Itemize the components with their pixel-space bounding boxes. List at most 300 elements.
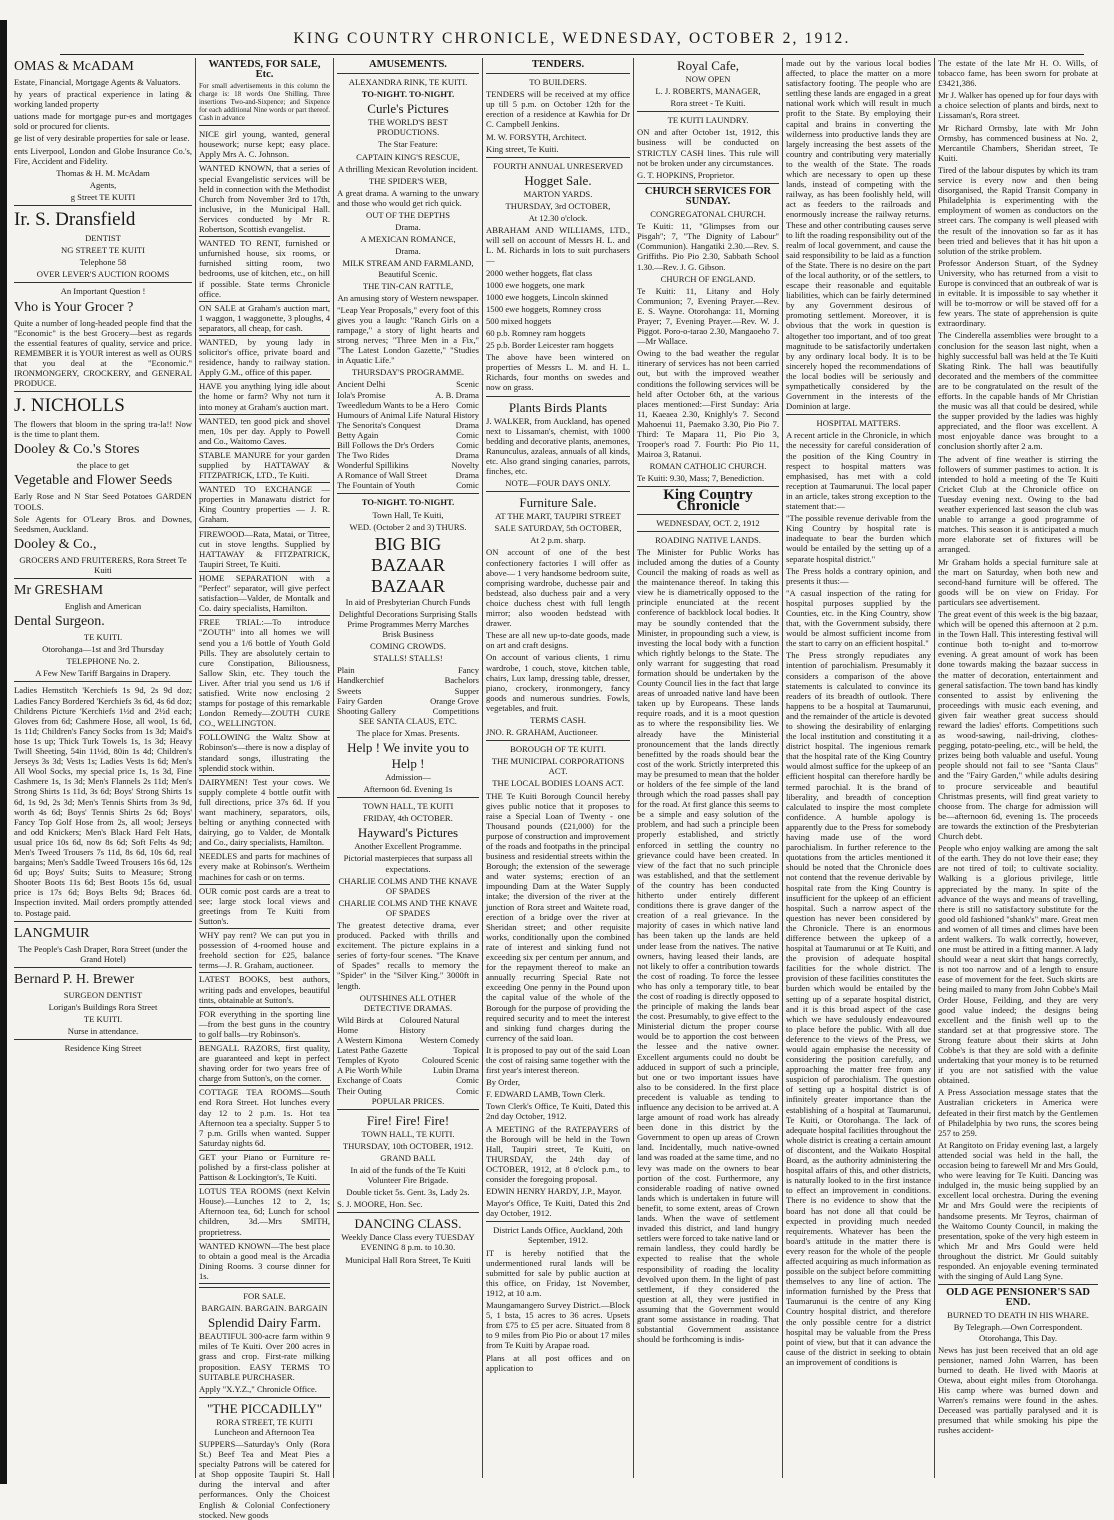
news-item: The advent of fine weather is stirring the followers of summer pastimes to action. It is intended to hold a meeting of the Te Kuiti Cricket Club at the Chronicle office on Tuesday evening next. Owing to the bad weather experienced last season the club was unable to arrange a good programme of matches. This season it is anticipated a much more elaborate set of fixtures will be arranged. [938,453,1098,555]
news-item: Mr Graham holds a special furniture sale at the mart on Saturday, when both new and second-hand furniture will be offered. The goods will be on view on Friday. For particulars see advertisement. [938,556,1098,607]
row-value: Coloured Natural History [399,1014,460,1035]
ad-line: Agents, [89,179,117,190]
admission-prices: Afternoon 6d. Evening 1s [363,784,453,795]
news-item: The Cinderella assemblies were brought to a conclusion for the season last night, when a highly successful ball was held at the Te Kuiti Skating Rink. The hall was beautifully decorated and the members of the committee are to be congratulated on the result of the efforts. In the capable hands of Mr Christian the music was all that could be desired, while the supper provided by the ladies was highly appreciated, and the floor was excellent. A most enjoyable dance was brought to a conclusion shortly after 2 a.m. [938,330,1098,452]
at-time: At 12.30 o'clock. [528,213,588,224]
catholic: ROMAN CATHOLIC CHURCH. [649,461,767,472]
town-hall-line: Town Hall, Te Kuiti, [372,509,444,520]
worlds-best: THE WORLD'S BEST PRODUCTIONS. [368,117,448,138]
column-hospital [786,58,931,1478]
farm-ad: BEAUTIFUL 300-acre farm within 9 miles of Te Kuiti. Over 200 acres in grass and crop. First-rate milking proposition. EASY TERMS TO SUITABLE PURCHASER. [199,1331,330,1382]
presbyterian: In aid of Presbyterian Church Funds [345,596,471,607]
list-item: 1000 ewe hoggets, one mark [486,279,585,290]
row-value: Lubin Drama [432,1065,479,1076]
table-row [337,1075,479,1085]
now-open: NOW OPEN [685,74,731,84]
ad-line: Thomas & H. M. McAdam [56,167,150,178]
classified-ad: NEEDLES and parts for machines of every make at Robinson's. Wertheim machines for cash or on terms. [199,851,330,882]
piccadilly-subtitle: RORA STREET, TE KUITI Luncheon and Afternoon Tea [214,1416,315,1437]
furniture-sale: Furniture Sale. [519,495,597,511]
telegraph-line: By Telegraph.—Own Correspondent. Otorohanga, This Day. [953,1322,1083,1343]
fourth-annual: FOURTH ANNUAL UNRESERVED [493,160,623,171]
row-label: Their Outing [337,1085,382,1096]
hogget-sale: Hogget Sale. [524,172,592,188]
manager: L. J. ROBERTS, MANAGER, [655,86,761,97]
services-text: Owing to the bad weather the regular itinerary of services has not been carried out, but with the improved weather conditions the following services will be held after October 6th, at the various places mentioned:—First Sunday: Aria 11, Kaeaea 2.30, Knighly's 7. Second Mahoenui 11, Paemako 3.30, Pio Pio 7. Third: Te Mapara 11, Pio Pio 3, Trooper's road 7. Fourth: Pio Pio 11, Mairoa 3, Ratanui. [637,348,779,460]
hospital-text: A recent article in the Chronicle, in which the necessity for careful consideration of the position of the King Country in respect to hospital matters was emphasised, has met with a cold reception at Taumarunui. The local paper in an article, takes strong exception to the statement that:— [786,430,931,512]
ad-line: J. NICHOLLS [14,395,125,417]
meeting-text: A MEETING of the RATEPAYERS of the Borough will be held in the Town Hall, Taupiri street, Te Kuiti, on THURSDAY, the 24th day of OCTOBER, 1912, at 8 o'clock p.m., to consider the foregoing proposal. [486,1123,630,1184]
xmas-presents: The place for Xmas. Presents. [356,727,460,738]
tonight-line: TO-NIGHT. TO-NIGHT. [361,89,455,100]
rink-title: ALEXANDRA RINK, TE KUITI. [348,77,468,88]
news-item: The estate of the late Mr H. O. Wills, of tobacco fame, has been sworn for probate at £3421,386. [938,58,1098,89]
row-value: Drama [455,450,479,461]
walker-text: J. WALKER, from Auckland, has opened next to Lissaman's, chemist, with 1000 bedding and decorative plants, anemones, Ranunculus, azaleas, annuals of all kinds, etc. Also grand singing canaries, parrots, finches, etc. [486,415,630,476]
row-value: Bachelors [444,675,479,686]
table-row [337,390,479,400]
furniture-text: ON account of one of the best confectionery factories I will offer as above— 1 very handsome bedroom suite, comprising wardrobe, duchesse pair and bedstead, also duchess pair and a very choice duchess chest with full length mirror; also wooden bedstead with drawer. [486,547,630,629]
news-item: A Press Association message states that the Australian cricketers in America were defeated in their first match by the Gentlemen of Philadelphia by two runs, the scores being 257 to 259. [938,1087,1098,1138]
municipal-act: THE MUNICIPAL CORPORATIONS ACT. [491,756,625,777]
column-rule [333,58,334,1478]
at-2: At 2 p.m. sharp. [530,535,586,546]
row-label: The Senorita's Conquest [337,419,421,430]
curles-pictures: Curle's Pictures [367,101,449,117]
ad-line: ents Liverpool, London and Globe Insurance Co.'s, Fire, Accident and Fidelity. [14,145,192,166]
quote-1: "The possible revenue derivable from the King Country by hospital rate is inadequate to bear the burden which would be entailed by the setting up of a separate hospital district." [786,513,931,564]
ad-line: An Important Question ! [60,286,146,297]
wintered: The above have been wintered on properties of Messrs L. M. and H. L. Richards, four months on swedes and now on grass. [486,352,630,393]
section-title: TENDERS. [531,59,585,70]
film-listings [337,210,479,303]
table-row [337,1086,479,1096]
row-value: Supper [454,685,479,696]
plans: Plans at all post offices and on application to [486,1352,630,1373]
forsyth: M. W. FORSYTH, Architect. [486,131,587,142]
district-lands: District Lands Office, Auckland, 20th September, 1912. [493,1225,623,1246]
church-services: CHURCH SERVICES FOR SUNDAY. [644,185,772,207]
ad-line: hy years of practical experience in lating & working landed property [14,89,192,110]
ad-line: Estate, Financial, Mortgage Agents & Valuators. [14,77,181,87]
thursday-3rd: THURSDAY, 3rd OCTOBER, [505,200,611,211]
charlie-2: CHARLIE COLMS AND THE KNAVE OF SPADES [338,897,478,918]
admission-label: Admission— [385,771,431,782]
bazaar-heading: BAZAAR BAZAAR [370,554,445,596]
list-item: A MEXICAN ROMANCE, [360,234,456,245]
ad-line: Sole Agents for O'Leary Bros. and Downes, Seedsmen, Auckland. [14,513,192,534]
row-label: Ancient Delhi [337,379,386,390]
news-item: Professor Anderson Stuart, of the Sydney University, who has returned from a visit to Europe is convinced that an outbreak of war is in evitable. It is impossible to say whether it will be to-morrow or will be staved off for a few years. The state of apprehension is quite extraordinary. [938,257,1098,329]
masthead: KING COUNTRY CHRONICLE, WEDNESDAY, OCTOBER 2, 1912. [60,28,1084,55]
ad-line: Vho is Your Grocer ? [14,299,134,315]
classified-ad: COTTAGE TEA ROOMS—South end Rora Street. Hot lunches every day 12 to 2 p.m. 1s. Hot tea Afternoon tea a specialty. Supper 5 to 7 p.m. Grills when wanted. Supper Saturday nights 6d. [199,1087,330,1148]
row-value: Orange Grove [430,695,479,706]
star-feature-label: The Star Feature: [378,139,438,150]
hogget-lots [486,268,630,351]
classified-ad: WANTED, ten good pick and shovel men, 10s per day. Apply to Powell and Co., Waitomo Caves. [199,415,330,446]
pictorial: Pictorial masterpieces that surpass all expectations. [343,853,473,874]
table-row [337,410,479,420]
tickets: Double ticket 5s. Gent. 3s, Lady 2s. [346,1187,470,1198]
borough-title: BOROUGH OF TE KUITI. [510,744,606,755]
row-value: Comic [456,480,479,491]
classified-ads [199,129,330,1284]
ad-line: Bernard P. H. Brewer [14,971,135,987]
santa-claus: SEE SANTA CLAUS, ETC. [359,715,457,726]
table-row [337,450,479,460]
column-tenders [486,58,630,1478]
wed-thurs: WED. (October 2 and 3) THURS. [349,521,467,532]
news-item: People who enjoy walking are among the salt of the earth. They do not love their ease; they are not tired of toil; to cultivate sociality. Walking is a glorious privilege, little appreciated by the many. In spite of the advance of the ways and means of travelling, there is still no satisfactory substitute for the good old fashioned "shank's" mare. Great men and women of all times and climes have been ardent walkers. To walk correctly, however, one must be attired in a fitting manner. A lady should wear a neat skirt that hangs correctly, is not too narrow and of a length to ensure ease of movement for the feet. Such skirts are being mailed to many from John Cobbe's Mail Order House, Feilding, and they are very good value indeed; the designs being excellent and the finish well up to the standard set at that progressive store. The Strong feature about their skirts at John Cobbe's is that they are sold with a definite undertaking that your money is to be returned if you are not satisfied with the value obtained. [938,843,1098,1086]
ad-line: DENTIST [85,233,121,244]
table-row [337,696,479,706]
ad-line: OVER LEVER'S AUCTION ROOMS [36,269,170,280]
town-clerk: F. EDWARD LAMB, Town Clerk. [486,1089,606,1100]
ad-line: Ladies Hemstitch 'Kerchiefs 1s 9d, 2s 9d doz; Ladies Fancy Bordered 'Kerchiefs 3s 6d, 4s 6d doz; Childrens Picture 'Kerchiefs 1½d and 2½d each; Gloves from 6d; Cashmere Hose, all wool, 1s 6d, 1s 11d; Children's Fancy Socks from 1s 3d; Maid's hose 1s up; Thick Turk Towels 1s, 1s 3d; Heavy Twill Sheeting, 54in 11½d, 80in 1s 4d; Children's Jerseys 3s 3d; Vests 1s; Ladies Vests 1s 6d; Men's All Wool Socks, my special price 1s, 1s 3d, Fine Cashmere 1s, 1s 3d; Men's Flannels 2s 11d; Men's Strong Shirts 1s 11d, 3s 6d; Boys' Strong Shirts 1s 6d, 1s 9d, 2s 3d; Men's Tennis Shirts from 3s 9d, worth 4s 6d; Boys' Tennis Shirts 2s 6d; Boys' Fancy Top Golf Hose from 2s, all wool; Jerseys and odd Knickers; Men's Black Hard Felt Hats, usual price 10s 6d, now 8s 6d; Soft Felts 4s 9d; Men's Tweed Trousers 7s 11d, 8s 6d, 10s 6d, real bargains; Men's Saddle Tweed Trousers 16s 6d, 12s 6d up; Boys' Suits; Suits to Measure; Strong Shooter Boots 11s 6d; Best Boots 15s 6d, usual price is 17s 6d; Boys Belts 9d; Braces 6d. Inspection invited. Mail orders promptly attended to. Postage paid. [14,685,192,918]
section-title: AMUSEMENTS. [369,59,447,70]
classified-ad: HAVE you anything lying idle about the home or farm? Why not turn it into money at Graham's auction mart. [199,381,330,412]
news-item: Mr J. Walker has opened up for four days with a choice selection of plants and birds, next to Lissaman's, Rora street. [938,90,1099,121]
table-row [337,420,479,430]
coming-crowds: COMING CROWDS. [370,641,446,652]
fire-heading: Fire! Fire! Fire! [366,1112,450,1128]
captain-title: CAPTAIN KING'S RESCUE, [356,151,460,162]
press-reply: The Press holds a contrary opinion, and presents it thus:— [786,565,931,586]
table-row [337,1015,479,1035]
classified-ad: BENGALL RAZORS, first quality, are guaranteed and kept in perfect shaving order for two years free of charge from Sutton's, on the corner. [199,1042,330,1084]
table-row [337,460,479,470]
thursday-programme: THURSDAY'S PROGRAMME. [351,367,465,378]
row-value: Comic [456,399,479,410]
stalls-heading: STALLS! STALLS! [373,653,443,664]
ad-line: LANGMUIR [14,925,90,941]
table-row [337,706,479,716]
row-label: Exchange of Coats [337,1075,402,1086]
ad-line: uations made for mortgage pur-es and mortgages sold or procured for clients. [14,111,192,132]
row-label: Shooting Gallery [337,705,396,716]
section-title: WANTEDS, FOR SALE, Etc. [208,59,321,81]
column-rule [934,58,935,1478]
church-of-england: CHURCH OF ENGLAND. [660,273,756,284]
bargain-line: BARGAIN. BARGAIN. BARGAIN [201,1303,328,1314]
news-item: Mr Richard Ormsby, late with Mr John Ormsby, has commenced business at No. 2, Mercantile Chambers, Sheridan street, Te Kuiti. [938,122,1098,163]
row-label: Fairy Garden [337,695,383,706]
table-row [337,400,479,410]
row-label: Bill Follows the Dr's Orders [337,440,435,450]
classified-ad: DAIRYMEN! Test your cows. We supply complete 4 bottle outfit with full directions, price 37s 6d. If you want machinery, separators, oils, belting or anything connected with dairying, go to Valder, de Montalk and Co., dairy specialists, Hamilton. [199,776,330,848]
programme-table [337,379,479,490]
quote-2: "A casual inspection of the rating for hospital purposes supplied by the Counties, etc. in the King Country, show that, with the Government subsidy, there would be almost sufficient income from the start to carry on an efficient hospital." [786,587,931,649]
table-row [337,440,479,450]
tonight-line-2: TO-NIGHT. TO-NIGHT. [361,497,455,508]
ad-line: Lorigan's Buildings Rora Street [48,1001,158,1012]
classified-ad: WANTED TO EXCHANGE — properties in Manawatu district for King Country properties — J. R. Graham. [199,484,330,525]
fire-brigade: In aid of the funds of the Te Kuiti Volunteer Fire Brigade. [350,1164,466,1186]
list-item: 500 mixed hoggets [486,315,552,326]
ad-line: Otorohanga—1st and 3rd Thursday [42,644,164,655]
row-label: The Fountain of Youth [337,480,415,491]
classified-ad: FIREWOOD—Rata, Matai, or Titree, cut in stove lengths. Supplied by HATTAWAY & FITZPATRICK, Taupiri Street, Te Kuiti. [199,528,330,569]
new-goods: These are all new up-to-date goods, made on art and craft designs. [486,630,630,651]
burned-heading: BURNED TO DEATH IN HIS WHARE. [947,1310,1089,1321]
marton-yards: MARTON YARDS. [523,188,593,199]
spider-web-text: A great drama. A warning to the unwary and those who would get rich quick. [337,187,479,208]
municipal-hall: Municipal Hall Rora Street, Te Kuiti [345,1254,471,1265]
classified-ad: OUR comic post cards are a treat to see; large stock local views and greetings from Te Kuiti from Sutton's. [199,885,330,926]
table-row [337,665,479,675]
popular-prices: POPULAR PRICES. [371,1095,445,1106]
table-row [337,1035,479,1045]
piccadilly-text: SUPPERS—Saturday's Only (Rora St.) Beef Tea and Meat Pies a specialty Patrons will be catered for at Shop opposite Taupiri St. Hall during the interval and after performances. Only the Choicest English & Colonial Confectionery stocked. New goods [199,1438,330,1520]
column-rule [482,58,483,1478]
row-value: Novelty [451,460,479,471]
list-item: OUT OF THE DEPTHS [366,210,450,221]
row-label: Tweedledum Wants to be a Hero [337,399,449,410]
column-rule [782,58,783,1478]
classified-ad: WANTED KNOWN—The best place to obtain a good meal is the Arcadia Dining Rooms. 3 course dinner for 1s. [199,1240,330,1281]
table-row [337,675,479,685]
dancing-class: DANCING CLASS. [354,1216,462,1232]
row-label: A Romance of Wall Street [337,470,427,481]
row-label: Wonderful Spillikins [337,460,409,471]
row-label: Wild Birds at Home [337,1014,383,1035]
graham: JNO. R. GRAHAM, Auctioneer. [486,727,598,738]
classified-ad: WANTED TO RENT, furnished or unfurnished house, six rooms, or furnished sitting room, two bedrooms, use of kitchen, etc., on hill if possible. State terms Chronicle office. [199,238,330,299]
editorial-title: ROADING NATIVE LANDS. [655,534,761,545]
column-editorial [637,58,779,1478]
row-value: Comic [456,440,479,450]
leap-year-text: "Leap Year Proposals," every foot of this gives you a laugh: "Ranch Girls on a rampage," a story of light hearts and strong nerves; "Three Men in a Fix," "The Latest London Gazette," "Studies in Aquatic Life." [337,304,479,366]
loans-act: THE LOCAL BODIES LOANS ACT. [492,778,624,789]
news-item: News has just been received that an old age pensioner, named John Warren, has been burned to death. He lived with Maoris at Otewa, about eight miles from Otorohanga. His camp where was burned down and Warren's remains were found in the ashes. Deceased was partially paralysed and it is presumed that while smoking his pipe the rushes accident- [938,1344,1098,1436]
another-programme: Another Excellent Programme. [354,841,462,852]
row-value: Drama [455,419,479,430]
row-label: A Pie Worth While [337,1065,403,1076]
row-value: Scenic [456,379,479,390]
ad-line: the place to get [76,460,130,471]
row-value: A. B. Drama [435,389,479,400]
ad-line: Quite a number of long-headed people find that the "Economic" is the best Grocery—best as regards the essential features of quality, service and price. REMEMBER it is YOUR interest as well as OURS that you deal at the "Economic." IRONMONGERY, CROCKERY, and GENERAL PRODUCE. [14,317,192,389]
row-value: Topical [453,1045,479,1056]
row-value: Natural History [425,409,479,420]
news-item: Tired of the labour disputes by which its tram service is every now and then being disorganised, the Rapid Transit Company in Philadelphia is experimenting with the employment of women as conductors on the street cars. The company is well pleased with the result of the innovation so far as it has been tried and believes that it has hit upon a solution of the strike problem. [938,164,1098,256]
row-label: Plain [337,665,355,676]
account-text: On account of various clients, 1 rimu wardrobe, 1 couch, stove, kitchen table, chairs, Lux lamp, dressing table, dresser, piano, crockery, ironmongery, fancy goods and numerous sundries. Fowls, vegetables, and fruit. [486,652,630,713]
delightful: Delightful Decorations Surprising Stalls Prime Programmes Merry Marches Brisk Business [338,608,478,640]
row-label: Sweets [337,685,362,696]
column-wanteds [199,58,330,1520]
ad-line: Residence King Street [64,1043,142,1054]
spider-web-title: THE SPIDER'S WEB, [368,175,448,186]
table-row [337,379,479,389]
classified-ad: FOR everything in the sporting line —from the best guns in the country to golf balls—try Robinson's. [199,1008,330,1039]
stalls-table [337,665,479,715]
laundry-text: ON and after October 1st, 1912, this business will be conducted on STRICTLY CASH lines. This rule will not be broken under any circumstances. [637,127,779,168]
mayor: EDWIN HENRY HARDY, J.P., Mayor. [486,1186,622,1197]
list-item: THE TIN-CAN RATTLE, [362,280,454,291]
catholic-text: Te Kuiti: 9.30, Mass; 7, Benediction. [637,473,765,484]
town-hall-2: TOWN HALL, TE KUITI [362,801,454,812]
row-label: Humours of Animal Life [337,409,423,420]
ad-line: ge list of very desirable properties for sale or lease. [14,133,190,144]
congregational-text: Te Kuiti: 11, "Glimpses from our Pisgah"; 7, "The Dignity of Labour" (Communion). Hangatiki 2.30.—Rev. S. Griffiths. Pio Pio 2.30, Sabbath School 1.30.—Rev. J. G. Gibson. [637,221,779,272]
ad-line: Vegetable and Flower Seeds [14,473,173,489]
list-item: 1500 ewe hoggets, Romney cross [486,303,602,314]
ad-line: GROCERS AND FRUITERERS, Rora Street Te Kuiti [19,554,187,575]
ad-line: NG STREET TE KUITI [61,245,145,256]
wild-birds-table [337,1015,479,1096]
to-builders: TO BUILDERS. [529,77,587,88]
terms-cash: TERMS CASH. [530,714,586,725]
hospital-title: HOSPITAL MATTERS. [816,418,901,429]
ad-line: English and American [64,601,142,611]
help-line: Help ! We invite you to Help ! [347,739,469,771]
ad-line: Mr GRESHAM [14,583,104,598]
row-value: Comic [456,1075,479,1086]
table-row [337,470,479,480]
ad-line: g Street TE KUITI [70,191,136,202]
classified-ad: LATEST BOOKS, best authors, writing pads and envelopes, beautiful tints, obtainable at Sutton's. [199,974,330,1005]
date-line: WEDNESDAY, OCT. 2, 1912 [656,517,760,528]
ad-line: TELEPHONE No. 2. [66,656,140,667]
king-street: King street, Te Kuiti. [486,143,559,154]
charlie-1: CHARLIE COLMS AND THE KNAVE OF SPADES [338,875,478,896]
plants-birds: Plants Birds Plants [508,399,608,415]
row-value: Comic [456,429,479,440]
classified-ad: WANTED KNOWN, that a series of special Evangelistic services will be held in connection with the Methodist Church from November 3rd to 17th, inclusive, in the Municipal Hall. Services conducted by Mr R. Robertson, Scottish evangelist. [199,163,330,235]
dairy-farm-heading: Splendid Dairy Farm. [207,1315,321,1331]
ad-line: A Few New Tariff Bargains in Drapery. [35,668,171,679]
ad-line: Ir. S. Dransfield [14,209,136,231]
ad-line: The flowers that bloom in the spring tra-la!! Now is the time to plant them. [14,419,192,440]
classified-ad: WANTED, by young lady in solicitor's office, private board and residence, handy to railway station. Apply G.M., office of this paper. [199,336,330,378]
friday: FRIDAY, 4th OCTOBER. [363,813,453,824]
ad-line: Dooley & Co., [14,536,97,552]
row-label: Betty Again [337,429,379,440]
table-row [337,1065,479,1075]
piccadilly-heading: "THE PICCADILLY" [206,1400,323,1416]
column-news [938,58,1098,1478]
table-row [337,430,479,440]
news-item: The great event of this week is the big bazaar, which will be opened this afternoon at 2 p.m. in the Town Hall. This interesting festival will continue both to-night and to-morrow evening. A great amount of work has been done towards making the bazaar success in the matter of decoration, entertainment and general satisfaction. The town band has kindly consented to assist by enlivening the proceedings with music each evening, and given fair weather great success should reward the ladies' efforts. Competitions such as wood-sawing, nail-driving, clothes-pegging, potato-peeling, etc., will be held, the prizes being both valuable and useful. Young people should not fail to see "Santa Claus" and the "Fairy Garden," while adults desiring to procure serviceable and beautiful Christmas presents, will find great variety to choose from. The charge for admission will be—afternoon 6d, evening 1s. The proceeds are towards the extinction of the Presbyterian Church debt. [938,608,1098,842]
ad-line: Dooley & Co.'s Stores [14,442,140,458]
column-rule [633,58,634,1478]
row-label: The Two Rides [337,450,390,461]
table-row [337,686,479,696]
classified-ad: LOTUS TEA ROOMS (next Kelvin House).—Lunches 12 to 2, 1s; Afternoon tea, 6d; Lunch for school children, 3d.—Mrs SMITH, proprietress. [199,1186,330,1237]
ad-line: Telephone 58 [79,257,127,268]
editorial-continued: made out by the various local bodies affected, to place the matter on a more satisfactory footing. The people who are settling these lands are engaged in a great national work which will result in much profit to the State. By employing their capital and brains in converting the wilderness into productive lands they are largely increasing the best assets of the country and contributing very materially to the wealth of the State. The roads which are necessary to open up these lands, instead of competing with the railway, as has been foolishly held, will act as feeders to the railroads and enormously increase the railway returns. These and other contributing causes serve to lift the roading responsibility out of the realm of local government, and cause the said responsibility to be laid as a function of the State. There is no desire on the part of the local authority, or of the settlers, to escape their reasonable and equitable liabilities, which can be fairly determined by any Government desirous of promoting settlement. Moreover, it is obvious that the work in question is altogether too important, and of too great magnitude to be satisfactorily undertaken by any ordinary local body. It is to be sincerely hoped the recommendations of the local bodies will be seriously and sympathetically considered by the Government in the interests of the Dominion at large. [786,58,931,412]
list-item: 1000 ewe hoggets, Lincoln skinned [486,291,608,302]
list-item: 60 p.b. Romney ram hoggets [486,327,586,338]
for-sale-heading: FOR SALE. [243,1291,286,1302]
column-rule [195,58,196,1478]
ad-line: TE KUITI. [83,632,123,643]
charlie-text: The greatest detective drama, ever produced. Packed with thrills and excitement. The picture explains in a series of forty-four scenes. "The Knave of Spades" recalls to memory the "Spider" in the "Silver King." 3000ft in length. [337,920,479,991]
list-item: An amusing story of Western newspaper. [337,292,479,303]
row-value: Fancy [457,665,479,676]
table-row [337,480,479,490]
loan-text-2: It is proposed to pay out of the said Loan the cost of raising same together with the first year's interest thereon. [486,1044,630,1076]
classified-ad: FREE TRIAL:—To introduce "ZOUTH" into all homes we will send you a 1/6 bottle of Youth Gold Pills. They are absolutely certain to cure Constipation, Biliousness, Sallow Skin, etc. They touch the Liver. After trial you send us 1/6 if satisfied. Write now enclosing 2 stamps for postage of this remarkable London Remedy—ZOUTH CURE CO., WELLINGTON. [199,617,330,729]
england-text: Te Kuiti: 11, Litany and Holy Communion; 7, Evening Prayer.—Rev. E. S. Wayne. Otorohanga: 11, Morning Prayer; 7, Evening Prayer.—Rev. W. J. Piggot. Poro-o-tarao 2.30, Mangaoeho 7.—Mr Wallace. [637,285,779,347]
old-age-heading: OLD AGE PENSIONER'S SAD END. [946,1287,1090,1309]
mart-line: AT THE MART, TAUPIRI STREET [495,511,621,522]
list-item: 2000 wether hoggets, flat class [486,267,593,278]
paper-name: King Country Chronicle [663,487,753,514]
column-amusements [337,58,479,1478]
row-label: Temples of Kyoto [337,1055,399,1066]
tender-text: TENDERS will be received at my office up till 5 p.m. on October 12th for the erection of a residence at Kawhia for Dr C. Campbell Jenkins. [486,89,630,130]
classified-ad: WHY pay rent? We can put you in possession of 4-roomed house and freehold section for £25, balance terms—J. R. Graham, auctioneer. [199,930,330,971]
row-value: Western Comedy [419,1035,479,1046]
four-days: NOTE—FOUR DAYS ONLY. [505,478,611,489]
laundry: TE KUITI LAUNDRY. [667,115,749,126]
row-value: Comic [456,1085,479,1096]
mayor-office: Mayor's Office, Te Kuiti, Dated this 2nd day October, 1912. [486,1198,630,1219]
table-row [337,1045,479,1055]
row-label: Handkerchief [337,675,384,686]
row-label: Latest Pathe Gazette [337,1045,408,1056]
news-item: At Rangitoto on Friday evening last, a largely attended social was held in the hall, the occasion being to farewell Mr and Mrs Gould, who were leaving for Te Kuiti. Dancing was indulged in, the music being supplied by an excellent local orchestra. During the evening Mr and Mrs Gould were the recipients of handsome presents. Mr Teyros, chairman of the Waitomo County Council, in making the presentation, spoke of the very high esteem in which Mr and Mrs Gould were held throughout the district. Mr Gould suitably responded. An enjoyable evening terminated with the singing of Auld Lang Syne. [938,1139,1098,1282]
row-value: Coloured Scenic [421,1055,479,1066]
by-order: By Order, [486,1077,521,1088]
list-item: MILK STREAM AND FARMLAND, Beautiful Scenic. [342,258,474,279]
ad-line: SURGEON DENTIST [63,989,143,1000]
ad-line: The People's Cash Draper, Rora Street (under the Grand Hotel) [18,943,188,964]
sale-saturday: SALE SATURDAY, 5th OCTOBER, [494,523,622,534]
abraham-williams: ABRAHAM AND WILLIAMS, LTD., will sell on account of Messrs H. L. and L. M. Richards in lots to suit purchasers— [486,225,630,266]
hon-sec: S. J. MOORE, Hon. Sec. [337,1199,423,1210]
farm-apply: Apply "X.Y.Z.," Chronicle Office. [199,1383,317,1394]
ad-line: TE KUITI. [83,1014,123,1024]
ad-line: Dental Surgeon. [14,614,105,630]
rora-street: Rora street - Te Kuiti. [670,98,746,109]
classified-ad: GET your Piano or Furniture re-polished by a first-class polisher at Pattison & Lockington's, Te Kuiti. [199,1151,330,1183]
clerk-office: Town Clerk's Office, Te Kuiti, Dated this 2nd day October, 1912. [486,1101,630,1122]
grand-ball: GRAND BALL [380,1152,436,1163]
binding-edge [0,20,7,1484]
column-advertisements-left [14,58,192,1478]
royal-cafe: Royal Cafe, [676,58,740,73]
hospital-text-2: The Press strongly repudiates any intention of parochialism. Presumably it considers a comparison of the above statements is calculated to convince its readers of its breadth of outlook. There happens to be a hospital at Taumarunui, and the remainder of the article is devoted to showing the desirability of enlarging the local institution and constituting it a district hospital. The ingenious remark that the hospital rate of the King Country would almost suffice for the upkeep of an efficient hospital can therefore hardly be termed parochial. It is the brand of liberality, and breadth of conception calculated to inspire the most complete confidence. A humble apology is apparently due to the Press for somebody having made use of the word parochialism. In further reference to the quotations from the articles mentioned it should be noted that the Chronicle does not contend that the revenue derivable by hospital rate from the King Country is insufficient for the upkeep of an efficient hospital. Such a narrow aspect of the question has never been considered by the Chronicle. There is an enormous difference between the upkeep of a hospital at Taumarunui or at Te Kuiti, and the provision of adequate hospital facilities for the whole district. The provision of these facilities constitutes the burden which would be entailed by the setting up of a separate hospital district, and it is this broad aspect of the case which we have sedulously endeavoured to place before the public. With all due deference to the views of the Press, we would again emphasise the necessity of considering the position carefully, and approaching the matter free from any suspicion of parochialism. The question of setting up a hospital district is of infinitely greater importance than the establishing of a hospital at Taumarunui, Te Kuiti, or Otorohanga. The lack of adequate hospital facilities throughout the whole district is creating a certain amount of discontent, and the Waikato Hospital Board, as the authority administering the hospital affairs of this, and other districts, is naturally looked to in the first instance to effect an improvement in conditions. There is no evidence to show that the board has not done all that could be expected in providing much needed requirements. Whatever has been the board's attitude in the matter there is every reason for the whole of the people affected acquiring as much information as possible on the subject before committing themselves to any line of action. The information furnished by the Press that Taumarunui is the centre of any King Country hospital district, and therefore the only possible centre for a district hospital may be valuable from the Press point of view, but that it can advance the cause of the district in seeking to obtain an improvement of conditions is [786,650,931,1367]
editorial-text: The Minister for Public Works has included among the duties of a County Council the making of roads as well as the maintenance thereof. In taking this view he is diametrically opposed to the principle enunciated at the recent conference of backblock local bodies. It may be soundly contended that the Minister, in propounding such a view, is investing the local body with a function which rightly belongs to the State. The only warrant for suggesting that road formation should be undertaken by the County Council lies in the fact that large areas of unroaded native land have been taken up by Europeans. These lands require roads, and it is a moot question as to where the responsibility lies. We already have the Ministerial pronouncement that the lands directly benefitted by the roads should bear the cost of the work. Strictly interpreted this may be presumed to mean that the holder or holders of the fee simple of the land through which the road passes shall pay for the road. At first glance this seems to be a simple and easy solution of the problem, and had such a principle been properly established, and strictly enforced in settling the country no grievance could have been created. In view of the fact that no such principle was established, and that the settlement of the country has been conducted hitherto under entirely different conditions there is grave danger of the creation of a real grievance. In the majority of cases in which native land has been taken up the lands are held under lease from the natives. The native owners, having leased their lands, are not likely to offer a contribution towards the cost of roading. To force the lessee who has only a temporary title, to bear the cost of roading is directly opposed to the principle of making the lands bear the cost. Presumably, to give effect to the Ministerial dictum the proper course would be to apportion the cost between the lessee and the native owner. Excellent arguments could no doubt be adduced in support of such a principle, but one or two important issues have also to be considered. In the first place precedent is valuable as tending to influence any decision to be arrived at. A large amount of road work has already been done in this district by the Government to open up areas of Crown land. Incidentally, much native-owned land was roaded at the same time, and no levy was made on the owners to bear portion of the cost. Furthermore, any considerable roading of native owned lands which is undertaken in future will benefit, to some extent, areas of Crown lands. When the wave of settlement invaded this district, and land hungry settlers were forced to take native land or remain landless, they could hardly be expected to realise that the whole responsibility of roading the locality devolved upon them. In the light of past settlement, if they considered the question at all, they were justified in assuming that the Government would grant some assistance in roading. That substantial Government assistance should be forthcoming is indis- [637,546,779,1345]
lands-text: IT is hereby notified that the undermentioned rural lands will be submitted for sale by public auction at this office, on Friday, 1st November, 1912, at 10 a.m. [486,1247,630,1298]
row-label: Iola's Promise [337,389,386,400]
classified-ad: ON SALE at Graham's auction mart, 1 waggon, 1 waggonette, 3 ploughs, 4 separators, all cheap, for cash. [199,302,330,333]
classified-ad: HOME SEPARATION with a "Perfect" separator, will give perfect satisfaction—Valder, de Montalk and Co. dairy specialists, Hamilton. [199,572,330,614]
maungamangero: Maungamangero Survey District.—Block 5, 1 bsta, 15 acres to 36 acres. Upsets from £75 to £5 per acre. Situated from 8 to 9 miles from Pio Pio or about 17 miles from Te Kuiti by Arapae road. [486,1300,630,1351]
ad-line: OMAS & McADAM [14,59,134,74]
hopkins: G. T. HOPKINS, Proprietor. [637,169,735,180]
ad-line: Early Rose and N Star Seed Potatoes GARDEN TOOLS. [14,491,192,512]
dancing-text: Weekly Dance Class every TUESDAY EVENING 8 p.m. to 10.30. [341,1232,475,1253]
row-value: Drama [455,470,479,481]
haywards-pictures: Hayward's Pictures [357,825,459,841]
ad-rates: For small advertisements in this column the charge is: 18 words One Shilling, Three insertions Two-and-Sixpence; and Sixpence for each additional Nine words or part thereof. Cash in advance [199,82,330,123]
big-heading: BIG BIG [374,533,442,554]
list-item: Drama. [395,222,421,233]
outshines: OUTSHINES ALL OTHER DETECTIVE DRAMAS. [359,992,457,1013]
list-item: 25 p.b. Border Leicester ram hoggets [486,340,614,351]
table-row [337,1055,479,1065]
list-item: Drama. [395,246,421,257]
ad-line: Nurse in attendance. [67,1026,139,1037]
classified-ad: STABLE MANURE for your garden supplied by HATTAWAY & FITZPATRICK, LTD., Te Kuiti. [199,449,330,481]
town-hall-3: TOWN HALL, TE KUITI. [361,1128,455,1139]
congregational: CONGREGATONAL CHURCH. [650,209,766,220]
